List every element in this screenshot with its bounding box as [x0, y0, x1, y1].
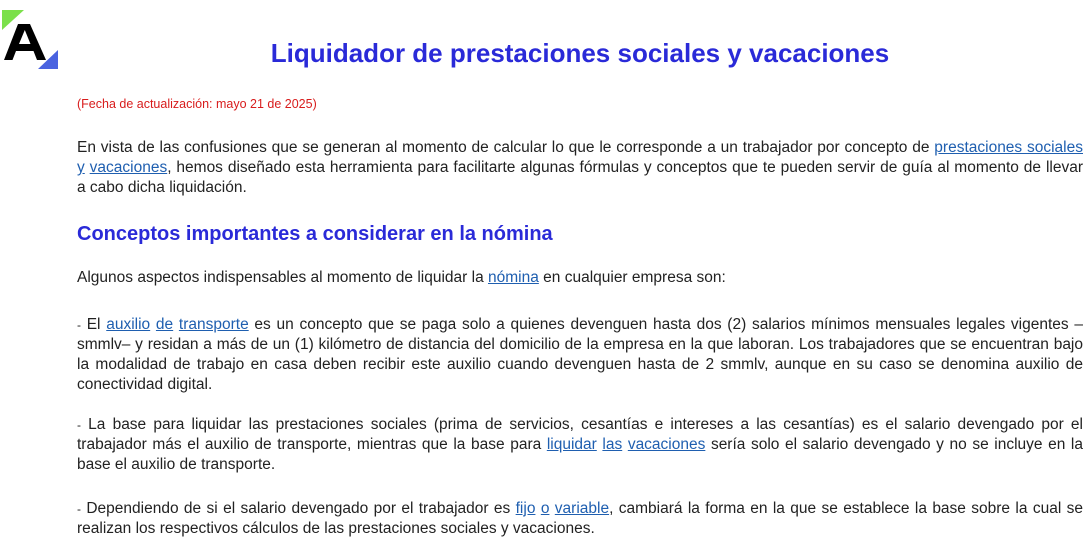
- bullet-dash: -: [77, 418, 81, 432]
- item-text: El: [81, 316, 107, 333]
- lead-text: en cualquier empresa son:: [538, 269, 726, 286]
- item-text: La base para liquidar las prestaciones sociales (prima de servicios, cesantías e intereses a las cesantías) es el salario devengado por el trabajador más el auxilio de transporte, mientras que la base para: [77, 416, 1083, 453]
- link-liquidar[interactable]: liquidar: [546, 436, 597, 453]
- item-text: es un concepto que se paga solo a quienes devenguen hasta dos (2) salarios mínimos mensuales legales vigentes –smmlv– y residan a más de un (1) kilómetro de distancia del domicilio de la empresa en la que laboran. Los trabajadores que se encuentran bajo la modalidad de trabajo en casa deben recibir este auxilio cuando devenguen hasta de 2 smmlv, aunque en su caso se denomina auxilio de conectividad digital.: [77, 316, 1083, 393]
- link-o[interactable]: o: [540, 500, 550, 517]
- link-fijo[interactable]: fijo: [515, 500, 536, 517]
- page-title: Liquidador de prestaciones sociales y vacaciones: [270, 38, 890, 68]
- link-prestaciones-sociales[interactable]: prestaciones sociales: [934, 139, 1083, 156]
- section-heading: Conceptos importantes a considerar en la nómina: [77, 223, 553, 245]
- link-auxilio[interactable]: auxilio: [106, 316, 151, 333]
- list-item: [77, 499, 1083, 539]
- link-las[interactable]: las: [602, 436, 623, 453]
- link-vacaciones[interactable]: vacaciones: [89, 159, 168, 176]
- bullet-dash: -: [77, 318, 81, 332]
- list-item: [77, 315, 1083, 395]
- intro-text: En vista de las confusiones que se generan al momento de calcular lo que le corresponde a un trabajador por concepto de: [77, 139, 935, 156]
- list-item: [77, 415, 1083, 475]
- section-lead: [77, 268, 1083, 288]
- update-date: (Fecha de actualización: mayo 21 de 2025): [77, 97, 317, 111]
- item-text: , cambiará la forma en la que se establece la base sobre la cual se realizan los respectivos cálculos de las prestaciones sociales y vacaciones.: [77, 500, 1083, 537]
- link-y[interactable]: y: [77, 159, 85, 176]
- lead-text: Algunos aspectos indispensables al momento de liquidar la: [77, 269, 488, 286]
- link-nomina[interactable]: nómina: [488, 269, 539, 286]
- link-de[interactable]: de: [155, 316, 174, 333]
- intro-paragraph: [77, 138, 1083, 198]
- link-vacaciones-2[interactable]: vacaciones: [627, 436, 706, 453]
- item-text: Dependiendo de si el salario devengado por el trabajador es: [81, 500, 516, 517]
- item-text: sería solo el salario devengado y no se incluye en la base el auxilio de transporte.: [77, 436, 1083, 473]
- bullet-dash: -: [77, 502, 81, 516]
- link-transporte[interactable]: transporte: [178, 316, 249, 333]
- link-variable[interactable]: variable: [554, 500, 610, 517]
- intro-text: , hemos diseñado esta herramienta para facilitarte algunas fórmulas y conceptos que te pueden servir de guía al momento de llevar a cabo dicha liquidación.: [77, 159, 1083, 196]
